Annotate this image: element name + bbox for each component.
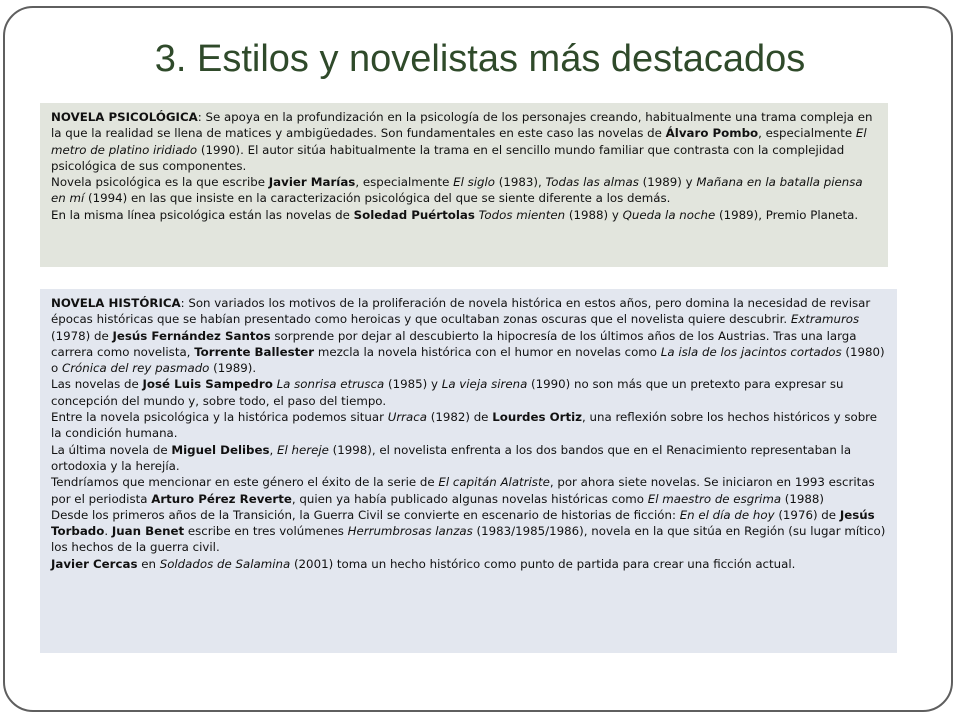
- text-run: (1994) en las que insiste en la caracterización psicológica del que se siente diferente a los demás.: [84, 191, 671, 206]
- text-run: : Son variados los motivos de la proliferación de novela histórica en estos años, pero domina la necesidad de revisar épocas históricas que se habían presentado como heroicas y que ocultaban zonas oscuras que el novelista quiere descubrir.: [51, 296, 871, 327]
- text-run: Tendríamos que mencionar en este género el éxito de la serie de: [51, 475, 439, 490]
- paragraph: [51, 556, 887, 572]
- text-run: , especialmente: [758, 126, 856, 141]
- work-title: El capitán Alatriste: [438, 475, 550, 490]
- work-title: La vieja sirena: [441, 377, 528, 392]
- work-title: Herrumbrosas lanzas: [347, 524, 473, 539]
- work-title: El maestro de esgrima: [647, 491, 782, 506]
- work-title: Mañana en la batalla piensa en mí: [51, 175, 863, 206]
- text-run: Desde los primeros años de la Transición, la Guerra Civil se convierte en escenario de historias de ficción:: [51, 507, 680, 522]
- work-title: Soldados de Salamina: [159, 556, 291, 571]
- text-run: (1982) de: [426, 410, 493, 425]
- author-name: Miguel Delibes: [171, 442, 270, 457]
- work-title: Todas las almas: [545, 175, 639, 190]
- text-run: , por ahora siete novelas. Se iniciaron en 1993 escritas por el periodista: [51, 475, 875, 506]
- paragraph: [51, 207, 878, 223]
- author-name: Álvaro Pombo: [665, 126, 759, 141]
- author-name: Torrente Ballester: [194, 344, 315, 359]
- text-run: (1989) y: [638, 175, 697, 190]
- novela-historica-box: [40, 289, 897, 653]
- text-run: (1983),: [495, 175, 546, 190]
- text-run: (1980) o: [51, 344, 885, 376]
- work-title: En el día de hoy: [679, 507, 775, 522]
- text-run: (1988): [781, 491, 825, 506]
- author-name: Juan Benet: [111, 524, 185, 539]
- author-name: José Luis Sampedro: [142, 377, 273, 392]
- text-run: en: [137, 556, 160, 571]
- text-run: (1990). El autor sitúa habitualmente la trama en el sencillo mundo familiar que contrasta con la complejidad psicológica de sus componentes.: [51, 142, 845, 173]
- work-title: El metro de platino iridiado: [51, 126, 867, 157]
- work-title: Queda la noche: [622, 207, 716, 222]
- text-run: (1989), Premio Planeta.: [715, 207, 859, 222]
- text-run: (2001) toma un hecho histórico como punto de partida para crear una ficción actual.: [290, 556, 796, 571]
- author-name: Lourdes Ortiz: [492, 410, 583, 425]
- work-title: La isla de los jacintos cortados: [660, 344, 842, 359]
- text-run: (1990) no son más que un pretexto para expresar su concepción del mundo y, sobre todo, el paso del tiempo.: [51, 377, 844, 408]
- author-name: Javier Marías: [268, 175, 356, 190]
- work-title: La sonrisa etrusca: [276, 377, 385, 392]
- work-title: El hereje: [277, 442, 329, 457]
- text-run: (1989).: [209, 361, 257, 376]
- text-run: (1978) de: [51, 328, 113, 343]
- text-run: La última novela de: [51, 442, 172, 457]
- text-run: Novela psicológica es la que escribe: [51, 175, 269, 190]
- author-name: Jesús Fernández Santos: [112, 328, 271, 343]
- text-run: Las novelas de: [51, 377, 143, 392]
- text-run: sorprende por dejar al descubierto la hipocresía de los últimos años de los Austrias. Tras una larga carrera como novelista,: [51, 328, 857, 359]
- paragraph: [51, 409, 887, 442]
- text-run: , quien ya había publicado algunas novelas históricas como: [291, 491, 648, 506]
- author-name: Javier Cercas: [51, 556, 138, 571]
- text-run: En la misma línea psicológica están las novelas de: [51, 207, 354, 222]
- text-run: (1976) de: [774, 507, 840, 522]
- author-name: Jesús Torbado: [51, 507, 875, 539]
- paragraph: [51, 376, 887, 409]
- author-name: Soledad Puértolas: [353, 207, 475, 222]
- text-run: .: [104, 524, 112, 539]
- text-run: : Se apoya en la profundización en la psicología de los personajes creando, habitualmente una trama compleja en la que la realidad se llena de matices y ambigüedades. Son fundamentales en este caso las novelas de: [51, 110, 873, 141]
- text-run: , especialmente: [355, 175, 454, 190]
- author-name: NOVELA HISTÓRICA: [51, 296, 181, 310]
- work-title: El siglo: [453, 175, 496, 190]
- text-run: (1988) y: [565, 207, 623, 222]
- text-run: Entre la novela psicológica y la histórica podemos situar: [51, 410, 388, 425]
- text-run: , una reflexión sobre los hechos históricos y sobre la condición humana.: [51, 410, 878, 441]
- work-title: Todos mienten: [478, 207, 566, 222]
- text-run: (1998), el novelista enfrenta a los dos bandos que en el Renacimiento representaban la ortodoxia y la herejía.: [51, 442, 852, 473]
- paragraph: [51, 507, 887, 556]
- text-run: (1983/1985/1986), novela en la que sitúa en Región (su lugar mítico) los hechos de la guerra civil.: [51, 524, 886, 555]
- paragraph: [51, 174, 878, 207]
- paragraph: [51, 295, 887, 376]
- novela-psicologica-box: [40, 103, 888, 267]
- slide-title: 3. Estilos y novelistas más destacados: [154, 38, 806, 80]
- text-run: (1985) y: [384, 377, 442, 392]
- author-name: Arturo Pérez Reverte: [151, 491, 292, 506]
- work-title: Extramuros: [790, 312, 860, 327]
- paragraph: [51, 442, 887, 475]
- paragraph: [51, 474, 887, 507]
- text-run: escribe en tres volúmenes: [184, 524, 348, 539]
- work-title: Crónica del rey pasmado: [61, 361, 210, 376]
- author-name: NOVELA PSICOLÓGICA: [51, 110, 198, 124]
- paragraph: [51, 109, 878, 174]
- work-title: Urraca: [387, 410, 427, 425]
- text-run: mezcla la novela histórica con el humor en novelas como: [314, 344, 661, 359]
- text-run: ,: [269, 442, 277, 457]
